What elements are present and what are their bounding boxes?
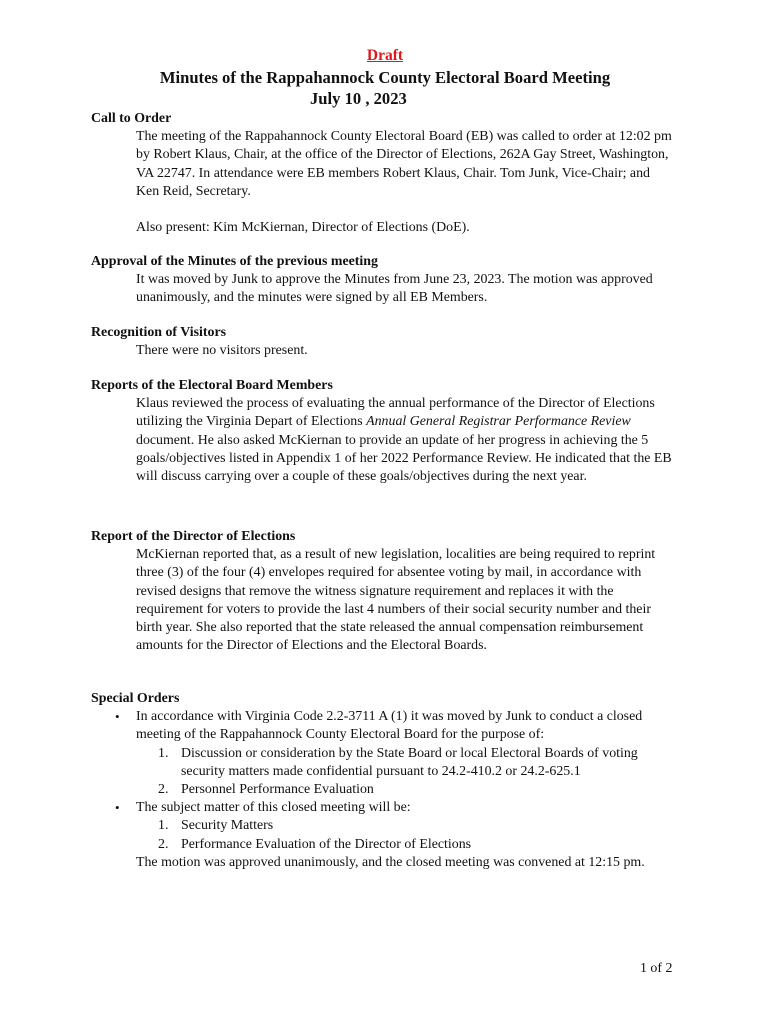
heading-approval: Approval of the Minutes of the previous meeting <box>91 254 378 269</box>
section-doe-report <box>91 528 691 655</box>
meeting-date: July 10 , 2023 <box>310 89 407 108</box>
heading-visitors: Recognition of Visitors <box>91 325 227 340</box>
list-item: 2. Performance Evaluation of the Director of Elections <box>158 836 472 852</box>
list-item <box>91 708 691 799</box>
call-to-order-paragraph: The meeting of the Rappahannock County Electoral Board (EB) was called to order at 12:02 pm by Robert Klaus, Chair, at the office of the Director of Elections, 262A Gay Street, Washington, VA 22747. In attendance were EB members Robert Klaus, Chair. Tom Junk, Vice-Chair; and Ken Reid, Secretary. <box>136 129 672 199</box>
heading-doe-report: Report of the Director of Elections <box>91 529 296 544</box>
closing-paragraph: The motion was approved unanimously, and the closed meeting was convened at 12:15 pm. <box>136 854 645 870</box>
also-present-paragraph: Also present: Kim McKiernan, Director of Elections (DoE). <box>136 220 470 236</box>
section-eb-reports <box>91 377 691 486</box>
section-visitors <box>91 324 691 360</box>
bullet-closed-meeting-motion: • In accordance with Virginia Code 2.2-3711 A (1) it was moved by Junk to conduct a closed meeting of the Rappahannock County Electoral Board for the purpose of: <box>136 709 643 743</box>
heading-call-to-order: Call to Order <box>91 111 172 126</box>
doe-report-paragraph: McKiernan reported that, as a result of new legislation, localities are being required to reprint three (3) of the four (4) envelopes required for absentee voting by mail, in accordance with revised designs that remove the witness signature requirement and replaces it with the requirement for voters to provide the last 4 numbers of their social security number and their birth year. She also reported that the state released the annual compensation reimbursement amounts for the Director of Elections and the Electoral Boards. <box>136 547 656 654</box>
eb-reports-document-title: Annual General Registrar Performance Review <box>366 414 631 430</box>
section-call-to-order <box>91 110 691 237</box>
list-item: 1. Security Matters <box>158 818 274 834</box>
purpose-list <box>136 745 691 800</box>
eb-reports-text-end: document. He also asked McKiernan to provide an update of her progress in achieving the 5 goals/objectives listed in Appendix 1 of her 2022 Performance Review. He indicated that the EB will discuss carrying over a couple of these goals/objectives during the next year. <box>136 432 672 485</box>
visitors-paragraph: There were no visitors present. <box>136 343 308 359</box>
list-item <box>91 799 691 854</box>
draft-label: Draft <box>366 47 404 64</box>
section-special-orders <box>91 690 691 872</box>
bullet-subject-matter: • The subject matter of this closed meeting will be: <box>136 800 411 816</box>
list-item: 1. Discussion or consideration by the State Board or local Electoral Boards of voting security matters made confidential pursuant to 24.2-410.2 or 24.2-625.1 <box>158 745 638 779</box>
eb-reports-text-start: Klaus reviewed the process of evaluating the annual performance of the Director of Elections utilizing the Virginia Depart of Elections <box>136 396 655 430</box>
heading-special-orders: Special Orders <box>91 691 180 706</box>
heading-eb-reports: Reports of the Electoral Board Members <box>91 378 333 393</box>
section-approval <box>91 253 691 308</box>
subject-list <box>136 817 691 853</box>
page-number: 1 of 2 <box>640 961 673 976</box>
document-title: Minutes of the Rappahannock County Electoral Board Meeting <box>159 68 611 87</box>
eb-reports-paragraph <box>136 395 676 486</box>
list-item: 2. Personnel Performance Evaluation <box>158 782 374 798</box>
special-orders-list <box>91 708 691 854</box>
approval-paragraph: It was moved by Junk to approve the Minutes from June 23, 2023. The motion was approved unanimously, and the minutes were signed by all EB Members. <box>136 272 653 306</box>
